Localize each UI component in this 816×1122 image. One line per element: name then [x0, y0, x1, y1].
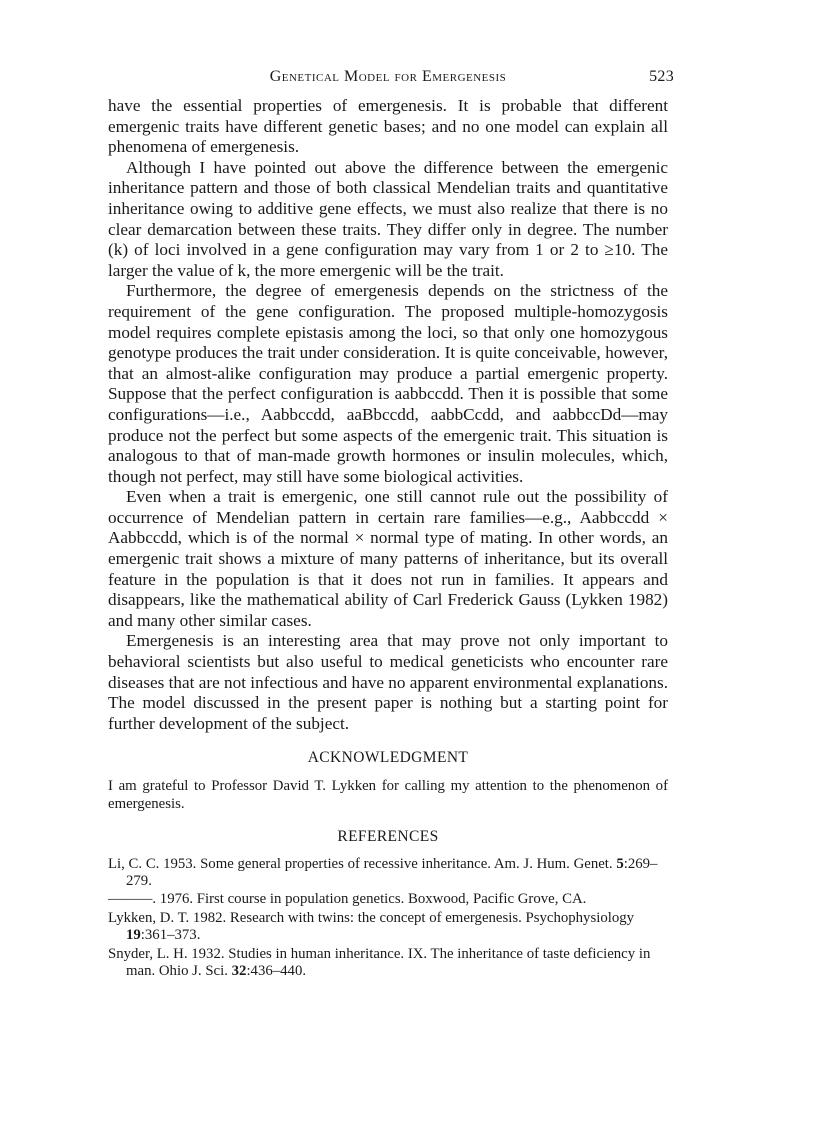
reference-text: ———. 1976. First course in population genetics. Boxwood, Pacific Grove, CA.	[108, 891, 587, 908]
reference-pages: :269–279.	[126, 855, 658, 889]
reference-pages: :436–440.	[246, 963, 307, 980]
paragraph: have the essential properties of emergenesis. It is probable that different emergenic traits have different genetic bases; and no one model can explain all phenomena of emergenesis.	[108, 96, 668, 157]
article-body	[108, 96, 668, 981]
reference-text: Snyder, L. H. 1932. Studies in human inheritance. IX. The inheritance of taste deficiency in man. Ohio J. Sci.	[108, 945, 651, 980]
paragraph: Furthermore, the degree of emergenesis depends on the strictness of the requirement of the gene configuration. The proposed multiple-homozygosis model requires complete epistasis among the loci, so that only one homozygous genotype produces the trait under consideration. It is quite conceivable, however, that an almost-alike configuration may produce a partial emergenic property. Suppose that the perfect configuration is aabbccdd. Then it is possible that some configurations—i.e., Aabbccdd, aaBbccdd, aabbCcdd, and aabbccDd—may produce not the perfect but some aspects of the emergenic trait. This situation is analogous to that of man-made growth hormones or insulin molecules, which, though not perfect, may still have some biological activities.	[108, 281, 668, 486]
references-heading: REFERENCES	[337, 828, 439, 845]
reference-text: Lykken, D. T. 1982. Research with twins: the concept of emergenesis. Psychophysiology	[108, 909, 635, 926]
reference-item	[108, 910, 668, 945]
reference-list	[108, 856, 668, 981]
reference-item	[108, 891, 668, 908]
running-head-title: Genetical Model for Emergenesis	[269, 68, 507, 85]
acknowledgment-text: I am grateful to Professor David T. Lykken for calling my attention to the phenomenon of emergenesis.	[108, 778, 668, 812]
page-number: 523	[649, 68, 674, 85]
acknowledgment-heading: ACKNOWLEDGMENT	[307, 749, 469, 767]
reference-volume: 5	[616, 855, 624, 872]
reference-item	[108, 856, 668, 891]
paragraph: Emergenesis is an interesting area that may prove not only important to behavioral scientists but also useful to medical geneticists who encounter rare diseases that are not infectious and have no apparent environmental explanations. The model discussed in the present paper is nothing but a starting point for further development of the subject.	[108, 631, 668, 733]
reference-text: Li, C. C. 1953. Some general properties of recessive inheritance. Am. J. Hum. Genet.	[108, 855, 617, 872]
paragraph: Even when a trait is emergenic, one still cannot rule out the possibility of occurrence of Mendelian pattern in certain rare families—e.g., Aabbccdd × Aabbccdd, which is of the normal × normal type of mating. In other words, an emergenic trait shows a mixture of many patterns of inheritance, but its overall feature in the population is that it does not run in families. It appears and disappears, like the mathematical ability of Carl Frederick Gauss (Lykken 1982) and many other similar cases.	[108, 487, 668, 630]
reference-volume: 19	[126, 927, 141, 944]
reference-volume: 32	[231, 963, 247, 980]
reference-item	[108, 946, 668, 981]
reference-pages: :361–373.	[140, 927, 201, 944]
paragraph: Although I have pointed out above the difference between the emergenic inheritance pattern and those of both classical Mendelian traits and quantitative inheritance owing to additive gene effects, we must also realize that there is no clear demarcation between these traits. They differ only in degree. The number (k) of loci involved in a gene configuration may vary from 1 or 2 to ≥10. The larger the value of k, the more emergenic will be the trait.	[108, 157, 668, 280]
